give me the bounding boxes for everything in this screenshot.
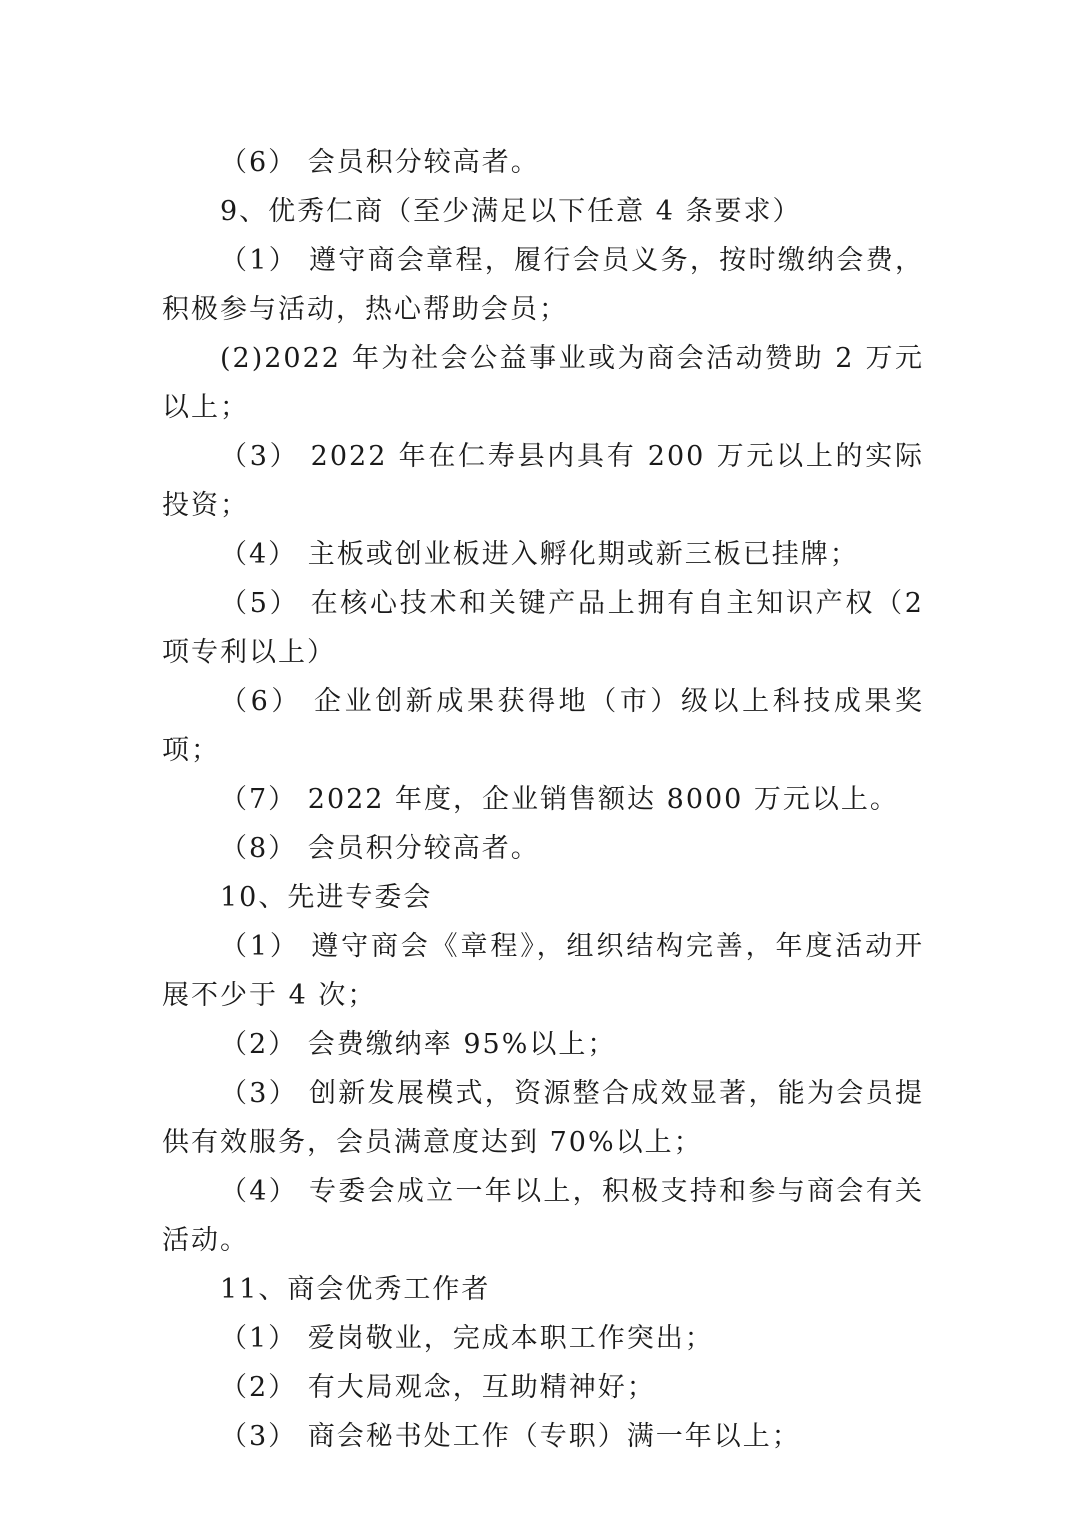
paragraph: （5） 在核心技术和关键产品上拥有自主知识产权（2 项专利以上） [162,588,935,668]
paragraph: （7） 2022 年度，企业销售额达 8000 万元以上。 [220,784,899,815]
paragraph: （2） 有大局观念，互助精神好； [220,1372,656,1403]
paragraph: （4） 专委会成立一年以上，积极支持和参与商会有关活动。 [162,1176,924,1256]
paragraph: （1） 遵守商会章程，履行会员义务，按时缴纳会费，积极参与活动，热心帮助会员； [162,245,924,325]
paragraph: （3） 2022 年在仁寿县内具有 200 万元以上的实际投资； [162,441,924,521]
paragraph: （4） 主板或创业板进入孵化期或新三板已挂牌； [220,539,859,570]
paragraph: （3） 商会秘书处工作（专职）满一年以上； [220,1421,801,1452]
paragraph: （3） 创新发展模式，资源整合成效显著，能为会员提供有效服务，会员满意度达到 70%以上； [162,1078,924,1158]
paragraph: （8） 会员积分较高者。 [220,833,540,864]
section-heading: 11、商会优秀工作者 [220,1274,491,1305]
paragraph: （1） 遵守商会《章程》，组织结构完善，年度活动开展不少于 4 次； [162,931,924,1011]
paragraph: (2)2022 年为社会公益事业或为商会活动赞助 2 万元以上； [162,343,924,423]
document-body [162,138,935,1461]
paragraph: （6） 会员积分较高者。 [220,147,540,178]
section-heading: 10、先进专委会 [220,882,433,913]
paragraph: （6） 企业创新成果获得地（市）级以上科技成果奖项； [162,686,924,766]
section-heading: 9、优秀仁商（至少满足以下任意 4 条要求） [220,196,802,227]
paragraph: （2） 会费缴纳率 95%以上； [220,1029,617,1060]
paragraph: （1） 爱岗敬业，完成本职工作突出； [220,1323,714,1354]
